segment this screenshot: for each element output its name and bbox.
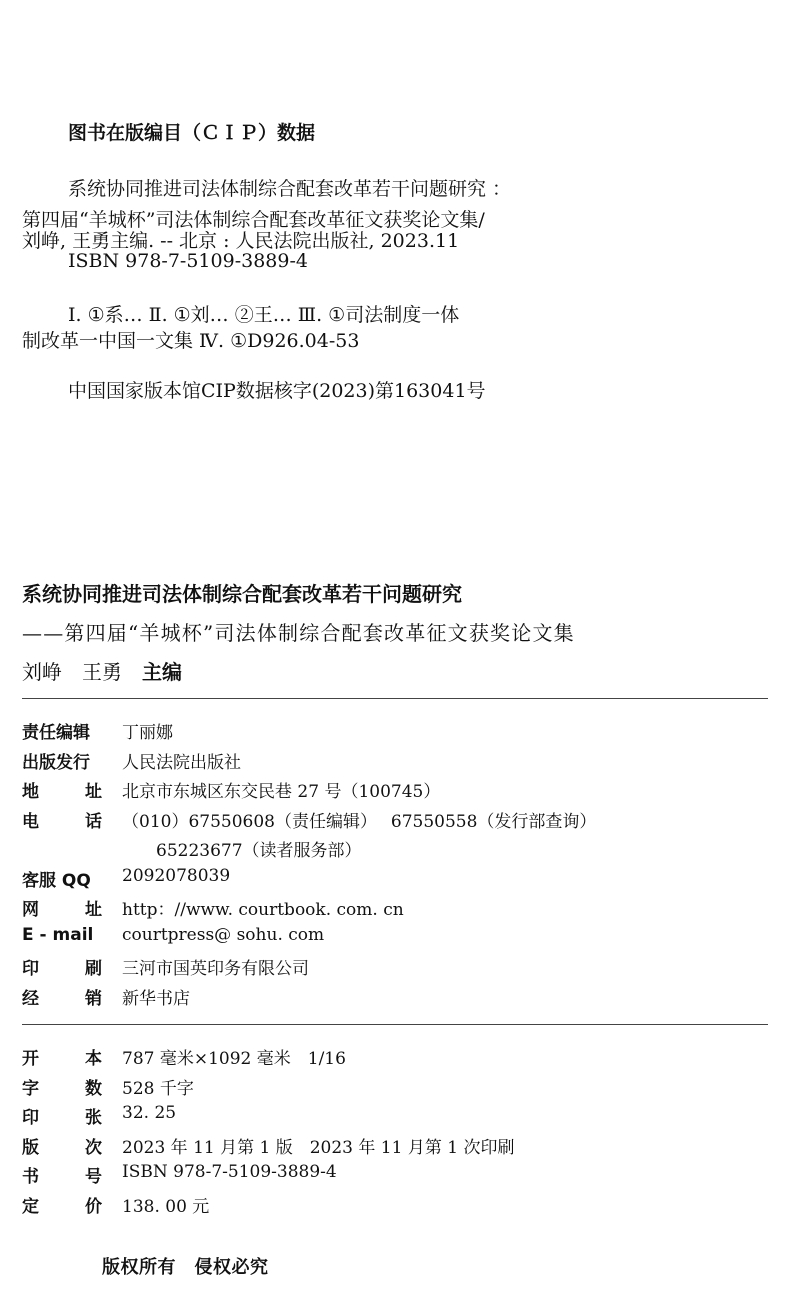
row-label: 地 址 — [22, 782, 102, 802]
row-value: 32. 25 — [122, 1103, 177, 1123]
row-value: 北京市东城区东交民巷 27 号（100745） — [122, 782, 441, 802]
row-label: 责任编辑 — [22, 723, 90, 743]
copyright-notice: 版权所有 侵权必究 — [102, 1257, 269, 1278]
divider — [22, 698, 768, 699]
row-value: 65223677（读者服务部） — [122, 841, 362, 861]
row-value: 528 千字 — [122, 1078, 194, 1099]
row-label: 经 销 — [22, 988, 102, 1009]
divider — [22, 1024, 768, 1025]
row-label: 印 张 — [22, 1108, 102, 1128]
cip-line: 系统协同推进司法体制综合配套改革若干问题研究 ： — [68, 178, 512, 200]
row-value: 人民法院出版社 — [122, 752, 241, 773]
row-label: 定 价 — [22, 1196, 102, 1217]
row-value: 787 毫米×1092 毫米 1/16 — [122, 1049, 346, 1069]
book-title: 系统协同推进司法体制综合配套改革若干问题研究 — [22, 582, 462, 606]
row-value: ISBN 978-7-5109-3889-4 — [122, 1162, 337, 1182]
row-value: 新华书店 — [122, 988, 190, 1009]
row-value: 三河市国英印务有限公司 — [122, 959, 309, 979]
book-subtitle: ——第四届“羊城杯”司法体制综合配套改革征文获奖论文集 — [22, 621, 575, 645]
editor-role: 主编 — [142, 660, 182, 684]
editor-names: 刘峥 王勇 — [22, 660, 122, 684]
cip-classification-cont: 制改革一中国一文集 Ⅳ. ①D926.04-53 — [22, 330, 360, 352]
row-label: 电 话 — [22, 811, 102, 832]
row-label: 书 号 — [22, 1167, 102, 1187]
row-label: 开 本 — [22, 1049, 102, 1069]
row-value: http：//www. courtbook. com. cn — [122, 900, 404, 920]
row-value: courtpress@ sohu. com — [122, 924, 325, 945]
row-value: 2092078039 — [122, 865, 231, 886]
row-value: 138. 00 元 — [122, 1196, 210, 1217]
editors-line — [22, 656, 182, 685]
row-value: （010）67550608（责任编辑） 67550558（发行部查询） — [122, 811, 597, 832]
row-label: 出版发行 — [22, 752, 90, 773]
cip-record-number: 中国国家版本馆CIP数据核字(2023)第163041号 — [68, 380, 486, 402]
row-label: 网 址 — [22, 900, 102, 920]
row-label: E - mail — [22, 924, 94, 945]
cip-heading: 图书在版编目（ＣＩＰ）数据 — [68, 122, 316, 144]
row-label: 印 刷 — [22, 959, 102, 979]
row-label: 字 数 — [22, 1078, 102, 1099]
row-label: 客服 QQ — [22, 870, 91, 891]
cip-line: 第四届“羊城杯”司法体制综合配套改革征文获奖论文集/ — [22, 209, 485, 231]
row-value: 丁丽娜 — [122, 723, 173, 743]
row-value: 2023 年 11 月第 1 版 2023 年 11 月第 1 次印刷 — [122, 1137, 515, 1158]
cip-line: 刘峥, 王勇主编. -- 北京 : 人民法院出版社, 2023.11 — [22, 230, 460, 252]
row-label: 版 次 — [22, 1137, 102, 1158]
cip-isbn: ISBN 978-7-5109-3889-4 — [68, 250, 308, 272]
cip-classification: Ⅰ. ①系… Ⅱ. ①刘… ②王… Ⅲ. ①司法制度一体 — [68, 304, 460, 326]
